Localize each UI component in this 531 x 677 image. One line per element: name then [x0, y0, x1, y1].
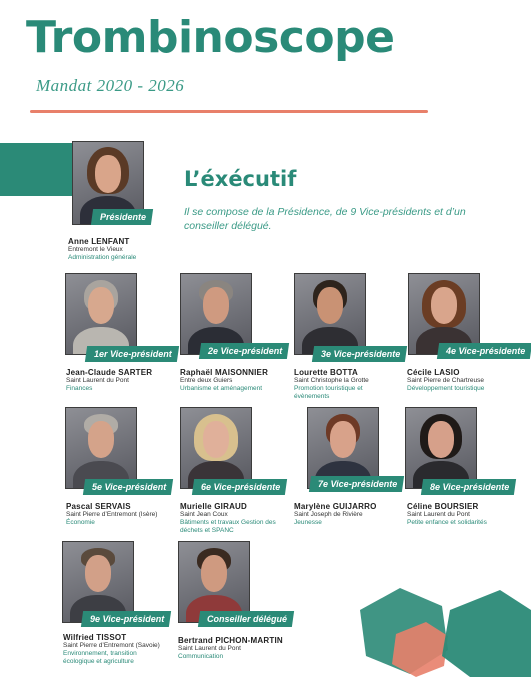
member-role-badge: Conseiller délégué	[198, 611, 294, 627]
president-location: Entremont le Vieux	[68, 246, 123, 253]
section-description: Il se compose de la Présidence, de 9 Vice-présidents et d’un conseiller délégué.	[184, 206, 466, 232]
member-location: Saint Pierre d’Entremont (Savoie)	[63, 642, 160, 649]
member-name: Jean-Claude SARTER	[66, 368, 153, 377]
section-title: L’éxécutif	[184, 167, 297, 191]
member-location: Saint Pierre d’Entremont (Isère)	[66, 511, 158, 518]
member-delegation: Communication	[178, 653, 224, 660]
member-role-badge: 3e Vice-présidente	[312, 346, 407, 362]
member-photo	[405, 407, 477, 489]
president-role-badge: Présidente	[91, 209, 153, 225]
member-photo	[65, 273, 137, 355]
member-name: Pascal SERVAIS	[66, 502, 131, 511]
member-location: Saint Laurent du Pont	[178, 645, 241, 652]
president-delegation: Administration générale	[68, 254, 137, 261]
page-subtitle: Mandat 2020 - 2026	[36, 76, 185, 95]
member-role-badge: 7e Vice-présidente	[309, 476, 404, 492]
member-photo	[180, 407, 252, 489]
member-delegation: Environnement, transition écologique et agriculture	[63, 650, 137, 665]
member-name: Raphaël MAISONNIER	[180, 368, 269, 377]
member-name: Marylène GUIJARRO	[294, 502, 377, 511]
member-delegation: Développement touristique	[407, 385, 485, 392]
member-delegation: Urbanisme et aménagement	[180, 385, 263, 392]
page-title: Trombinoscope	[26, 12, 395, 63]
member-role-badge: 4e Vice-présidente	[437, 343, 531, 359]
member-role-badge: 1er Vice-président	[85, 346, 179, 362]
member-role-badge: 8e Vice-présidente	[421, 479, 516, 495]
member-location: Saint Jean Coux	[180, 511, 228, 518]
member-delegation: Petite enfance et solidarités	[407, 519, 487, 526]
member-delegation: Jeunesse	[294, 519, 322, 526]
member-name: Murielle GIRAUD	[180, 502, 248, 511]
member-name: Céline BOURSIER	[407, 502, 479, 511]
member-name: Wilfried TISSOT	[63, 633, 127, 642]
member-role-badge: 5e Vice-président	[83, 479, 173, 495]
member-delegation: Finances	[66, 385, 93, 392]
member-name: Bertrand PICHON-MARTIN	[178, 636, 283, 645]
member-role-badge: 6e Vice-présidente	[192, 479, 287, 495]
president-name: Anne LENFANT	[68, 237, 130, 246]
member-name: Lourette BOTTA	[294, 368, 358, 377]
member-photo	[294, 273, 366, 355]
member-role-badge: 9e Vice-président	[81, 611, 171, 627]
member-location: Saint Christophe la Grotte	[294, 377, 369, 384]
member-location: Saint Pierre de Chartreuse	[407, 377, 484, 384]
decorative-hexagons	[330, 570, 531, 677]
member-delegation: Économie	[66, 519, 95, 526]
member-delegation: Promotion touristique et évènements	[294, 385, 363, 400]
member-location: Entre deux Guiers	[180, 377, 233, 384]
member-role-badge: 2e Vice-président	[199, 343, 289, 359]
member-name: Cécile LASIO	[407, 368, 460, 377]
member-photo	[65, 407, 137, 489]
member-location: Saint Joseph de Rivière	[294, 511, 363, 518]
member-delegation: Bâtiments et travaux Gestion des déchets et SPANC	[180, 519, 276, 534]
member-location: Saint Laurent du Pont	[66, 377, 129, 384]
header-divider	[30, 110, 428, 113]
member-location: Saint Laurent du Pont	[407, 511, 470, 518]
